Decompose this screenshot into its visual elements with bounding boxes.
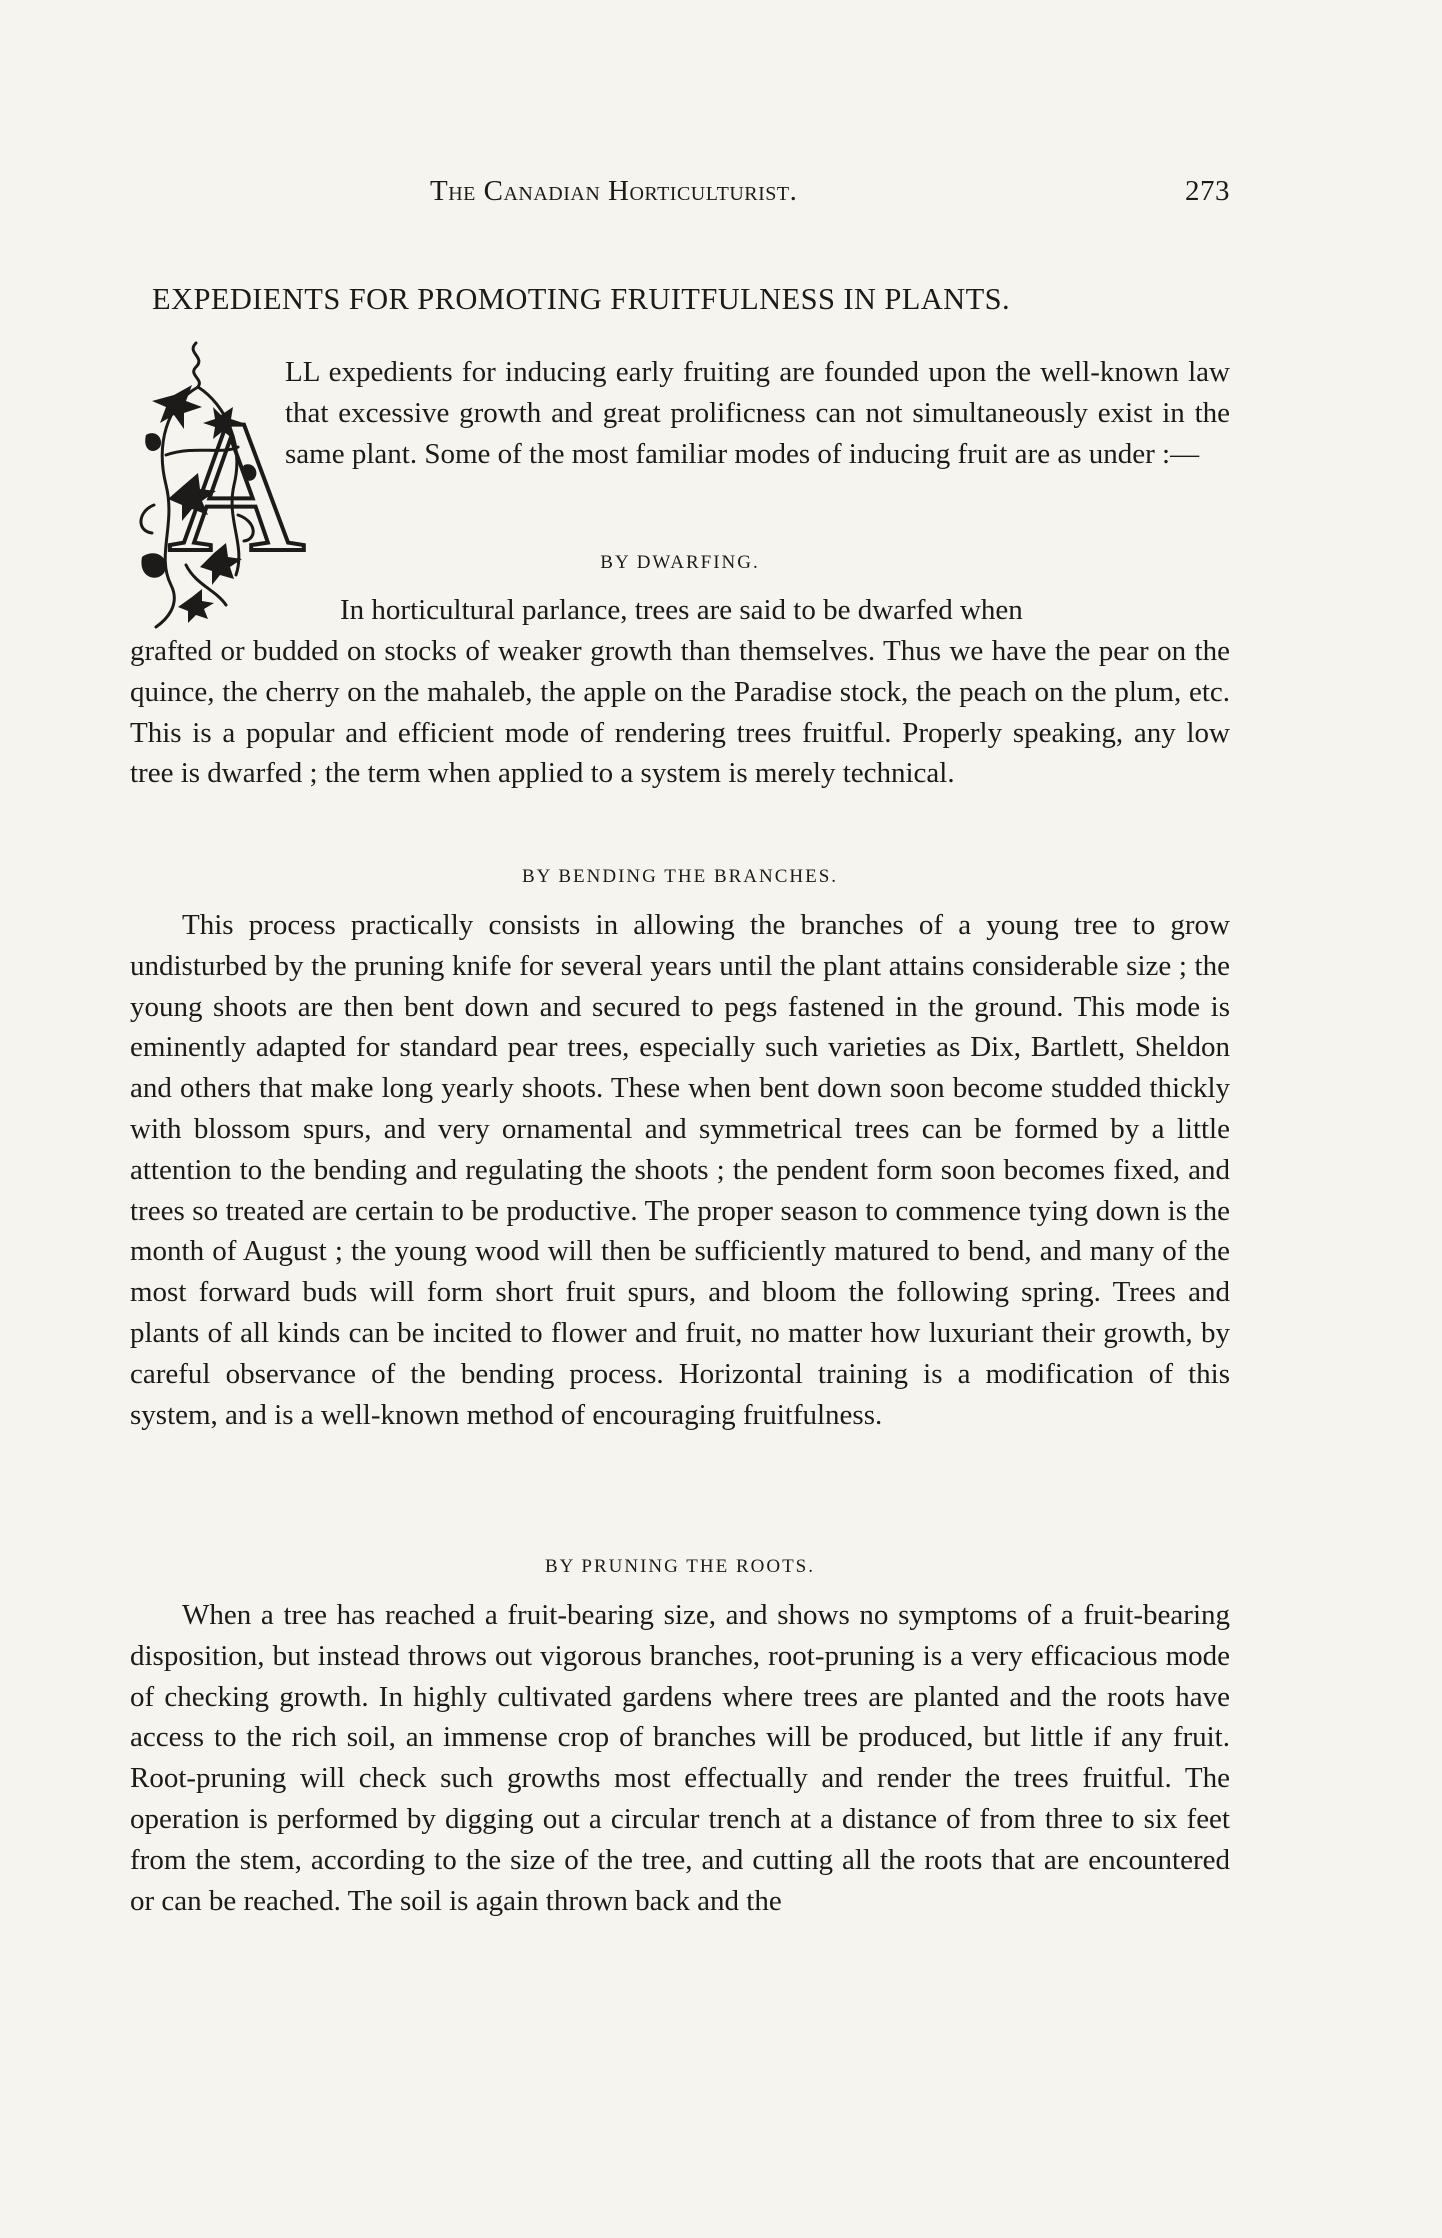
section-heading-pruning: BY PRUNING THE ROOTS. (544, 1556, 816, 1577)
pruning-paragraph: When a tree has reached a fruit-bearing size, and shows no symptoms of a fruit-bearing disposition, but instead throws out vigorous branches, root-pruning is a very efficacious mode of checking growth. In highly cultivated gardens where trees are planted and the roots have access to the rich soil, an immense crop of branches will be produced, but little if any fruit. Root-pruning will check such growths most effectually and render the trees fruitful. The operation is performed by digging out a circular trench at a distance of from three to six feet from the stem, according to the size of the tree, and cutting all the roots that are encountered or can be reached. The soil is again thrown back and the (130, 1599, 1230, 1917)
running-title: The Canadian Horticulturist. (430, 175, 798, 207)
article-title: EXPEDIENTS FOR PROMOTING FRUITFULNESS IN PLANTS. (152, 282, 1011, 316)
section-heading-dwarfing: BY DWARFING. (600, 552, 760, 573)
page-number: 273 (1185, 175, 1230, 207)
bending-paragraph: This process practically consists in allowing the branches of a young tree to grow undisturbed by the pruning knife for several years until the plant attains considerable size ; the young shoots are then bent down and secured to pegs fastened in the ground. This mode is eminently adapted for standard pear trees, especially such varieties as Dix, Bartlett, Sheldon and others that make long yearly shoots. These when bent down soon become studded thickly with blossom spurs, and very ornamental and symmetrical trees can be formed by a little attention to the bending and regulating the shoots ; the pendent form soon becomes fixed, and trees so treated are certain to be productive. The proper season to commence tying down is the month of August ; the young wood will then be sufficiently matured to bend, and many of the most forward buds will form short fruit spurs, and bloom the following spring. Trees and plants of all kinds can be incited to flower and fruit, no matter how luxuriant their growth, by careful observance of the bending process. Horizontal training is a modification of this system, and is a well-known method of encouraging fruitfulness. (130, 909, 1230, 1431)
drop-cap-letter: A (168, 382, 306, 592)
ornamental-drop-cap (126, 335, 306, 635)
intro-text: LL expedients for inducing early fruiting are founded upon the well-known law that excessive growth and great prolificness can not simultaneously exist in the same plant. Some of the most familiar modes of inducing fruit are as under :— (285, 356, 1230, 470)
dwarfing-first-line: In horticultural parlance, trees are said to be dwarfed when (340, 594, 1023, 626)
dwarfing-paragraph: grafted or budded on stocks of weaker growth than themselves. Thus we have the pear on the quince, the cherry on the mahaleb, the apple on the Paradise stock, the peach on the plum, etc. This is a popular and efficient mode of rendering trees fruitful. Properly speaking, any low tree is dwarfed ; the term when applied to a system is merely technical. (130, 635, 1230, 790)
section-heading-bending: BY BENDING THE BRANCHES. (521, 866, 839, 887)
intro-paragraph (285, 352, 1230, 474)
